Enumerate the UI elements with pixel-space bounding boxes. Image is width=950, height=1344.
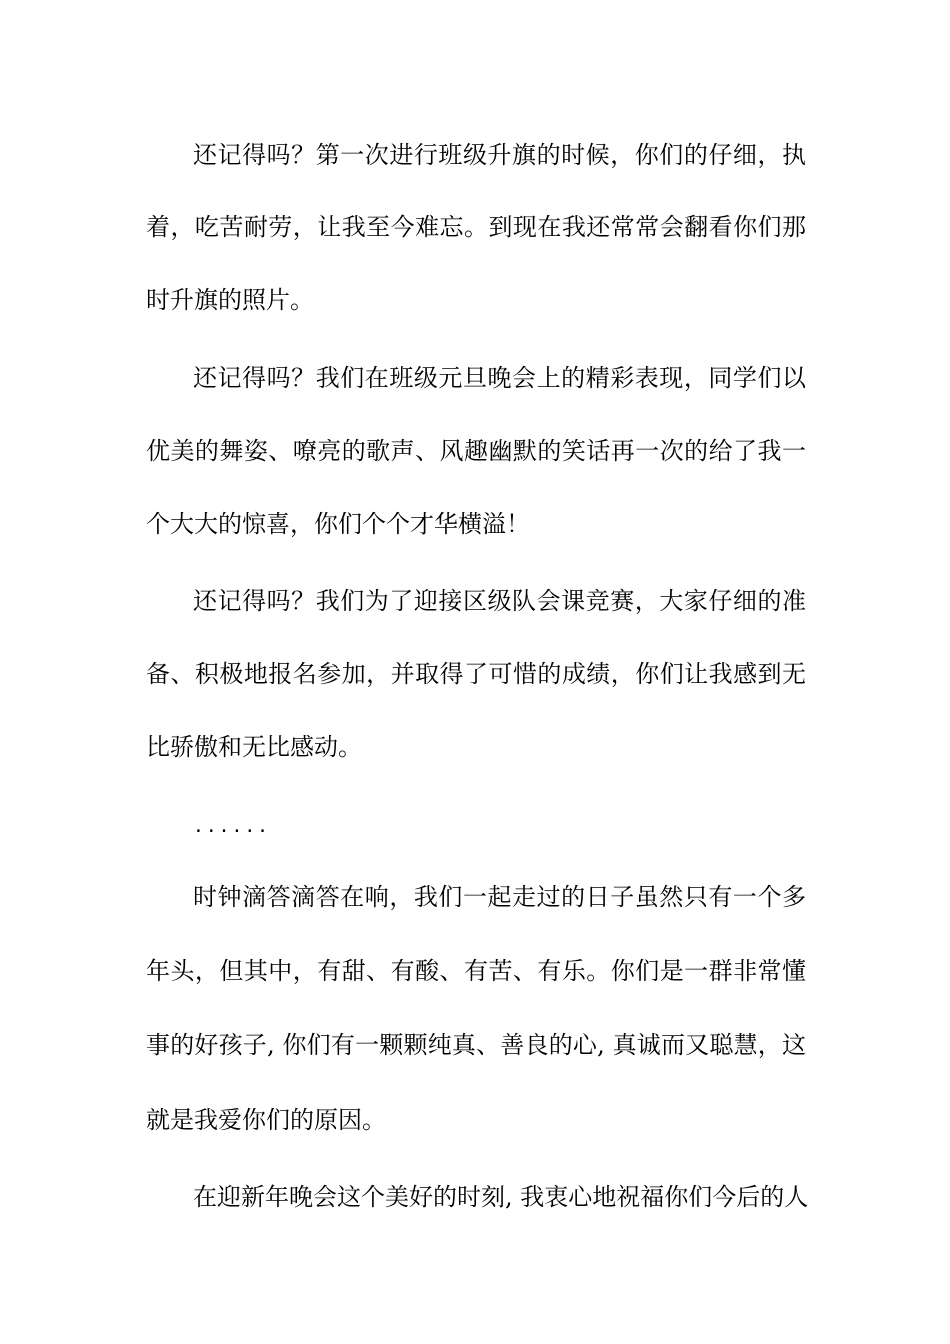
ellipsis-text: ......: [193, 816, 271, 837]
text-line: 事的好孩子, 你们有一颗颗纯真、善良的心, 真诚而又聪慧，这: [146, 1031, 806, 1059]
text-line: 还记得吗？第一次进行班级升旗的时候，你们的仔细，执: [193, 141, 806, 169]
text-line: 时升旗的照片。: [146, 286, 314, 314]
text-line: 就是我爱你们的原因。: [146, 1106, 386, 1134]
text-line: 着，吃苦耐劳，让我至今难忘。到现在我还常常会翻看你们那: [146, 213, 806, 241]
text-line: 在迎新年晚会这个美好的时刻, 我衷心地祝福你们今后的人: [193, 1183, 809, 1211]
text-line: 时钟滴答滴答在响，我们一起走过的日子虽然只有一个多: [193, 883, 806, 911]
text-line: 比骄傲和无比感动。: [146, 733, 362, 761]
text-line: 个大大的惊喜，你们个个才华横溢！: [146, 510, 530, 538]
text-line: 还记得吗？我们在班级元旦晚会上的精彩表现，同学们以: [193, 364, 806, 392]
text-line: 优美的舞姿、嘹亮的歌声、风趣幽默的笑话再一次的给了我一: [146, 437, 806, 465]
text-line: 还记得吗？我们为了迎接区级队会课竞赛，大家仔细的准: [193, 587, 806, 615]
text-line: 年头，但其中，有甜、有酸、有苦、有乐。你们是一群非常懂: [146, 957, 806, 985]
text-line: 备、积极地报名参加，并取得了可惜的成绩，你们让我感到无: [146, 660, 806, 688]
